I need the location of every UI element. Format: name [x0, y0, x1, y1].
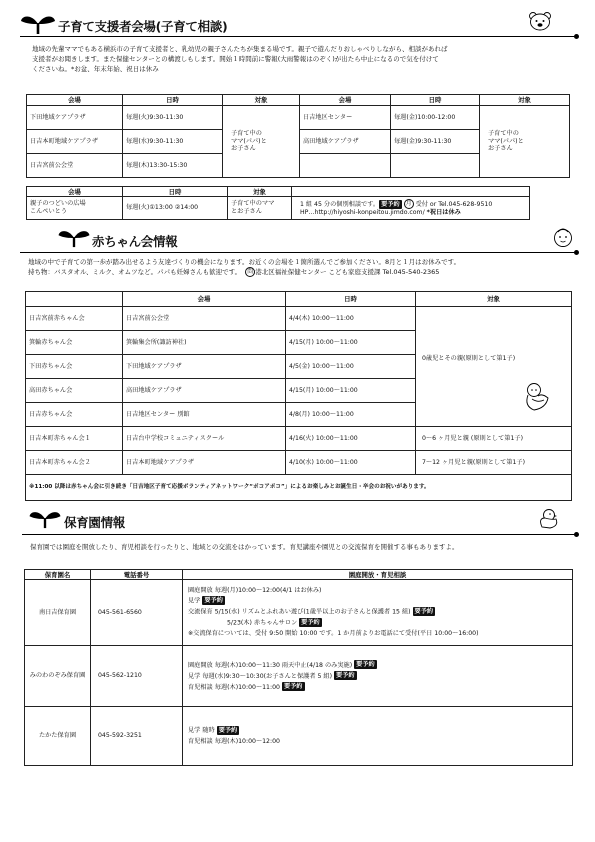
column-header	[292, 187, 530, 197]
venue-cell: 日吉台中学校コミュニティスクール	[123, 427, 286, 451]
phone-cell: 045-562-1210	[91, 646, 183, 707]
time-cell: 毎週(金)9:30-11:30	[391, 130, 480, 154]
section-title: 子育て支援者会場(子育て相談)	[58, 19, 228, 34]
baby-club-table	[25, 291, 572, 501]
venue-cell: 日吉宮前公会堂	[123, 307, 286, 331]
target-cell: 7～12 ヶ月児と親(原則として第1子)	[416, 451, 572, 475]
sprout-icon	[20, 13, 56, 35]
column-header: 会場	[300, 95, 391, 106]
divider-dot	[574, 532, 579, 537]
nursery-table	[24, 569, 573, 766]
baby-illustration	[522, 381, 554, 411]
column-header: 園庭開放・育児相談	[183, 570, 573, 580]
column-header: 対象	[223, 95, 300, 106]
baby-face-icon	[552, 226, 574, 248]
reservation-badge: 要予約	[218, 726, 238, 734]
venue-cell: 親子のつどいの広場 こんぺいとう	[27, 197, 123, 220]
time-cell: 4/4(木) 10:00～11:00	[286, 307, 416, 331]
nursery-name: みのわのぞみ保育園	[25, 646, 91, 707]
venue-cell: 日吉本町地域ケアプラザ	[27, 130, 123, 154]
club-name: 日吉宮前赤ちゃん会	[26, 307, 123, 331]
time-cell: 4/15(月) 10:00～11:00	[286, 379, 416, 403]
time-cell: 4/16(火) 10:00～11:00	[286, 427, 416, 451]
column-header	[26, 292, 123, 307]
reservation-badge: 要予約	[301, 619, 320, 626]
time-cell: 毎週(金)10:00-12:00	[391, 106, 480, 130]
reservation-badge: 要予約	[336, 672, 355, 679]
homepage-link[interactable]: HP…http://hiyoshi-konpeitou.jimdo.com/	[300, 209, 425, 217]
venue-cell: 高田地域ケアプラザ	[123, 379, 286, 403]
club-name: 日吉本町赤ちゃん会１	[26, 427, 123, 451]
column-header: 保育園名	[25, 570, 91, 580]
section-title: 赤ちゃん会情報	[92, 234, 178, 249]
info-cell: 見学 随時 要予約 育児相談 毎週(木)10:00～12:00	[183, 707, 573, 766]
sprout-icon	[28, 509, 62, 529]
venue-cell: 日吉地区センター 別館	[123, 403, 286, 427]
nursery-name: 南日吉保育園	[25, 580, 91, 646]
support-venue-table	[26, 94, 570, 178]
target-cell: 子育て中の ママ(パパ)と お子さん	[480, 106, 570, 178]
time-cell: 毎週(火)①13:00 ②14:00	[123, 197, 228, 220]
empty-cell	[391, 154, 480, 178]
column-header: 会場	[123, 292, 286, 307]
phone-cell: 045-561-6560	[91, 580, 183, 646]
time-cell: 4/15(月) 10:00～11:00	[286, 331, 416, 355]
target-cell: 0歳児とその親(原則として第1子)	[416, 307, 572, 427]
section-title: 保育園情報	[64, 515, 126, 530]
reservation-badge: 要予約	[414, 608, 434, 615]
note-cell: ※11:00 以降は赤ちゃん会に引き続き「日吉地区子育て応援ボランティアネットワーク“ポコアポコ”」によるお楽しみとお誕生日・卒会のお祝いがあります。	[26, 475, 572, 501]
intro-paragraph: 地域の先輩ママでもある横浜市の子育て支援者と、乳幼児の親子さんたちが集まる場です。親子で遊んだりおしゃべりしながら、相談があれば 支援者がお聞きします。また保健センターとの構渡しもします。開始１時間前に警報(大雨警報はのぞく)が出たら中止になるので気を付けて くださいね。*お盆、年末年始、祝日は休み	[32, 45, 448, 73]
info-cell: 園庭開放 毎週(月)10:00～12:00(4/1 はお休み) 見学 要予約 交流保育 5/15(水) リズムとふれあい遊び(1歳半以上のお子さんと保護者 15 組) 要予約 5/23(木) 赤ちゃんサロン 要予約 ※交流保育については、受付 9:50 開始 10:00 です。1 か月前よりお電話にて受付(平日 10:00～16:00)	[183, 580, 573, 646]
club-name: 高田赤ちゃん会	[26, 379, 123, 403]
venue-cell: 箕輪集会所(諏訪神社)	[123, 331, 286, 355]
target-cell: 子育て中の ママ(パパ)と お子さん	[223, 106, 300, 178]
detail-cell: 1 組 45 分の個別相談です。 要予約 月 受付 or Tel.045-628-9510 HP…http://hiyoshi-konpeitou.jimdo.com/ *祝日は休み	[292, 197, 530, 220]
time-cell: 毎週(水)9:30-11:30	[123, 130, 223, 154]
divider-dot	[574, 250, 579, 255]
time-cell: 毎週(木)13:30-15:30	[123, 154, 223, 178]
venue-cell: 下田地域ケアプラザ	[123, 355, 286, 379]
column-header: 日時	[286, 292, 416, 307]
reservation-badge: 要予約	[356, 661, 375, 668]
intro-paragraph: 地域の中で子育ての第一歩が踏み出せるよう友達づくりの機会になります。お近くの会場を１箇所選んでご参加ください。8月と１月はお休みです。 持ち物：バスタオル、ミルク、オムツなど。パパも妊婦さんも歓迎です。 問 港北区福祉保健センター こども家庭支援課 Tel.045-540-2365	[28, 258, 461, 276]
circled-month-mark: 月	[405, 200, 412, 208]
konpeitou-table	[26, 186, 530, 220]
venue-cell: 下田地域ケアプラザ	[27, 106, 123, 130]
divider	[22, 534, 578, 535]
bear-face-icon	[528, 11, 552, 31]
target-cell: 子育て中のママ とお子さん	[228, 197, 292, 220]
info-cell: 園庭開放 毎週(木)10:00～11:30 雨天中止(4/18 のみ実施) 要予約 見学 毎週(水)9:30～10:30(お子さんと保護者 5 組) 要予約 育児相談 毎週(木)10:00～11:00 要予約	[183, 646, 573, 707]
divider-dot	[574, 34, 579, 39]
reservation-badge: 要予約	[283, 683, 303, 690]
time-cell: 4/8(月) 10:00～11:00	[286, 403, 416, 427]
reservation-badge: 要予約	[204, 597, 223, 604]
time-cell: 4/10(水) 10:00～11:00	[286, 451, 416, 475]
time-cell: 4/5(金) 10:00～11:00	[286, 355, 416, 379]
nursery-name: たかた保育園	[25, 707, 91, 766]
column-header: 対象	[480, 95, 570, 106]
column-header: 対象	[416, 292, 572, 307]
sprout-icon	[57, 228, 91, 248]
time-cell: 毎週(火)9:30-11:30	[123, 106, 223, 130]
venue-cell: 日吉本町地域ケアプラザ	[123, 451, 286, 475]
empty-cell	[300, 154, 391, 178]
circled-inquiry-mark: 問	[247, 268, 254, 275]
column-header: 日時	[123, 187, 228, 197]
column-header: 日時	[123, 95, 223, 106]
intro-paragraph: 保育園では園庭を開放したり、育児相談を行ったりと、地域との交流をはかっています。育児講座や園児との交流保育を開催する事もありますよ。	[30, 543, 459, 551]
venue-cell: 日吉宮前公会堂	[27, 154, 123, 178]
club-name: 日吉本町赤ちゃん会２	[26, 451, 123, 475]
column-header: 電話番号	[91, 570, 183, 580]
club-name: 下田赤ちゃん会	[26, 355, 123, 379]
venue-cell: 高田地域ケアプラザ	[300, 130, 391, 154]
column-header: 日時	[391, 95, 480, 106]
phone-cell: 045-592-3251	[91, 707, 183, 766]
duck-icon	[536, 507, 560, 529]
column-header: 会場	[27, 95, 123, 106]
column-header: 対象	[228, 187, 292, 197]
club-name: 箕輪赤ちゃん会	[26, 331, 123, 355]
target-cell: 0～6 ヶ月児と親 (原則として第1子)	[416, 427, 572, 451]
venue-cell: 日吉地区センター	[300, 106, 391, 130]
divider	[20, 252, 578, 253]
column-header: 会場	[27, 187, 123, 197]
club-name: 日吉赤ちゃん会	[26, 403, 123, 427]
divider	[20, 36, 578, 37]
reservation-badge: 要予約	[381, 200, 400, 208]
